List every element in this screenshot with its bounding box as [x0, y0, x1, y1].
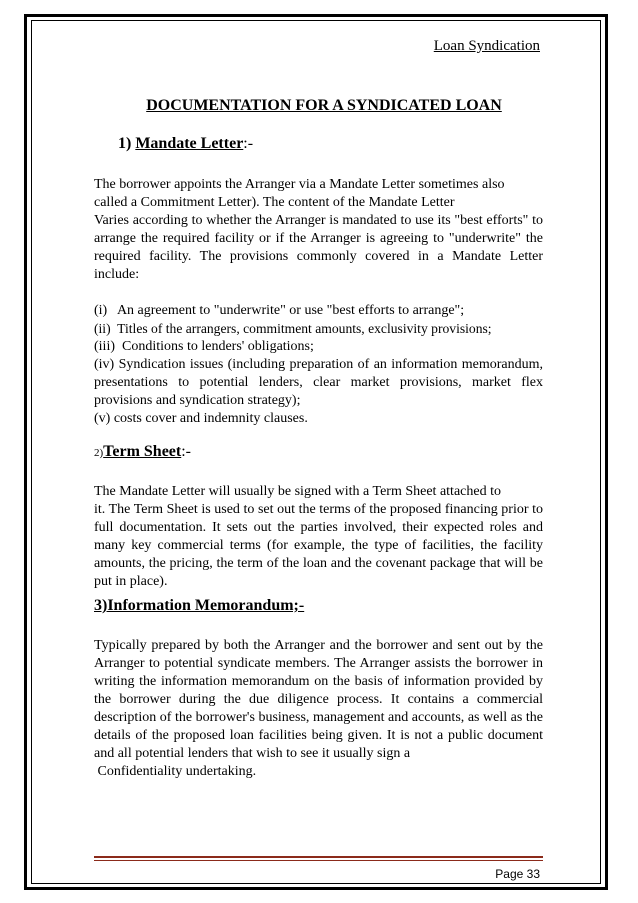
section-heading-term-sheet — [94, 443, 191, 461]
section-number: 2) — [94, 447, 104, 459]
info-memo-section-body — [94, 637, 543, 781]
info-memo-body: Typically prepared by both the Arranger and the borrower and sent out by the Arranger to potential syndicate members. The Arranger assists the borrower in writing the information memorandum on the basis of information provided by the borrower during the due diligence process. It contains a commercial description of the borrower's business, management and accounts, as well as the details of the proposed loan facilities being given. It is not a public document and all potential lenders that wish to see it usually sign a — [94, 638, 543, 761]
mandate-section-body — [94, 176, 543, 428]
section-heading-info-memo: 3)Information Memorandum;- — [94, 597, 305, 614]
section-heading-mandate — [118, 135, 253, 153]
info-memo-last-line: Confidentiality undertaking. — [94, 764, 257, 779]
mandate-intro-line-1: The borrower appoints the Arranger via a Mandate Letter sometimes also — [94, 177, 505, 192]
footer-rule — [94, 856, 543, 861]
mandate-intro-line-2: called a Commitment Letter). The content of the Mandate Letter — [94, 195, 455, 210]
mandate-item-2: (ii) Titles of the arrangers, commitment amounts, exclusivity provisions; — [94, 321, 492, 336]
section-suffix: :- — [181, 443, 192, 460]
term-sheet-body: it. The Term Sheet is used to set out the terms of the proposed financing prior to full documentation. It sets out the parties involved, their expected roles and many key commercial terms (for example, the type of facilities, the facility amounts, the pricing, the term of the loan and the covenant package that will be put in place). — [94, 502, 543, 589]
mandate-item-4: (iv) Syndication issues (including preparation of an information memorandum, presentations to potential lenders, clear market provisions, market flex provisions and syndication strategy); — [94, 357, 543, 408]
section-number: 1) — [118, 135, 132, 152]
document-title: DOCUMENTATION FOR A SYNDICATED LOAN — [146, 97, 502, 114]
section-suffix: :- — [243, 135, 254, 152]
mandate-item-1: (i) An agreement to "underwrite" or use "best efforts to arrange"; — [94, 303, 465, 318]
mandate-item-5: (v) costs cover and indemnity clauses. — [94, 411, 308, 426]
section-title: Mandate Letter — [135, 135, 244, 152]
page-number: Page 33 — [495, 867, 540, 881]
running-header: Loan Syndication — [433, 38, 540, 54]
mandate-body: Varies according to whether the Arranger is mandated to use its "best efforts" to arrange the required facility or if the Arranger is agreeing to "underwrite" the required facility. The provisions commonly covered in a Mandate Letter include: — [94, 213, 543, 282]
mandate-item-3: (iii) Conditions to lenders' obligations; — [94, 339, 314, 354]
term-sheet-section-body — [94, 483, 543, 591]
section-title: Term Sheet — [103, 443, 182, 460]
term-sheet-first-line: The Mandate Letter will usually be signed with a Term Sheet attached to — [94, 484, 501, 499]
